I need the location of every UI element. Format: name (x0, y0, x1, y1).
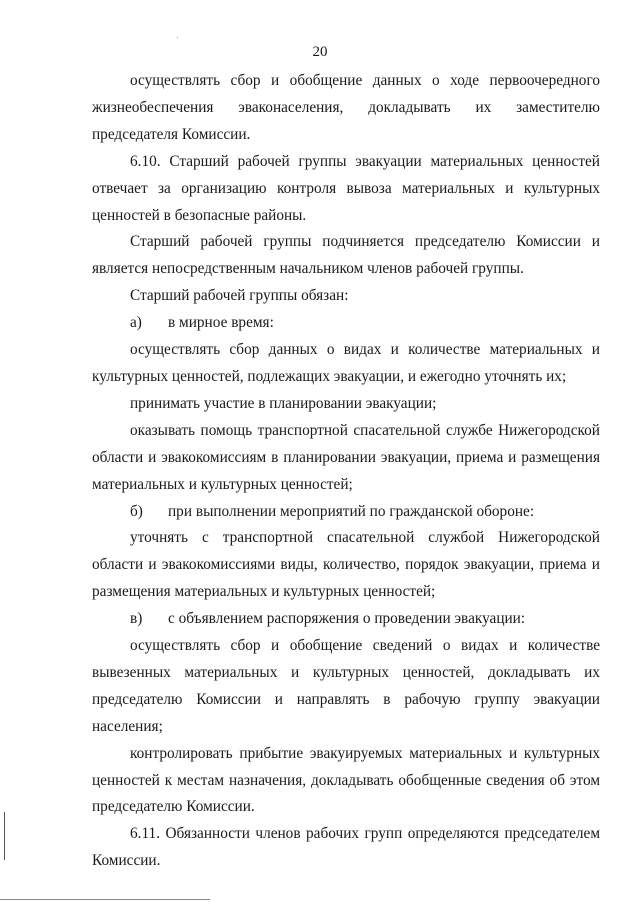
list-marker: а) (130, 314, 142, 332)
paragraph: контролировать прибытие эвакуируемых материальных и культурных ценностей к местам назначения, докладывать обобщенные сведения об этом председателю Комиссии. (92, 744, 600, 816)
paragraph: осуществлять сбор и обобщение сведений о видах и количестве вывезенных материальных и культурных ценностей, докладывать их председателю Комиссии и направлять в рабочую группу эвакуации населения; (92, 637, 600, 735)
list-marker: в) (130, 610, 143, 628)
paragraph: оказывать помощь транспортной спасательной службе Нижегородской области и эвакокомиссиям в планировании эвакуации, приема и размещения материальных и культурных ценностей; (92, 421, 600, 493)
paragraph: принимать участие в планировании эвакуации; (130, 394, 437, 412)
list-item-text: при выполнении мероприятий по гражданской обороне: (168, 502, 535, 520)
list-item-a (92, 310, 600, 337)
scan-speck (177, 37, 178, 38)
paragraph-6-11: 6.11. Обязанности членов рабочих групп определяются председателем Комиссии. (92, 825, 600, 870)
list-item-c (92, 606, 600, 633)
paragraph: осуществлять сбор и обобщение данных о ходе первоочередного жизнеобеспечения эваконаселения, докладывать их заместителю председателя Комиссии. (92, 72, 600, 143)
paragraph-6-10: 6.10. Старший рабочей группы эвакуации материальных ценностей отвечает за организацию контроля вывоза материальных и культурных ценностей в безопасные районы. (92, 152, 600, 224)
list-item-b (92, 499, 600, 526)
scan-bottom-line (0, 899, 210, 900)
list-marker: б) (130, 502, 143, 520)
document-body (92, 68, 600, 875)
list-item-text: в мирное время: (168, 314, 274, 332)
page-number: 20 (312, 44, 328, 60)
scan-margin-line (4, 812, 5, 860)
paragraph: Старший рабочей группы обязан: (130, 287, 349, 305)
list-item-text: с объявлением распоряжения о проведении эвакуации: (168, 610, 526, 628)
paragraph: Старший рабочей группы подчиняется председателю Комиссии и является непосредственным начальником членов рабочей группы. (92, 233, 600, 278)
paragraph: осуществлять сбор данных о видах и количестве материальных и культурных ценностей, подлежащих эвакуации, и ежегодно уточнять их; (92, 341, 600, 385)
paragraph: уточнять с транспортной спасательной службой Нижегородской области и эвакокомиссиями виды, количество, порядок эвакуации, приема и размещения материальных и культурных ценностей; (92, 529, 600, 601)
